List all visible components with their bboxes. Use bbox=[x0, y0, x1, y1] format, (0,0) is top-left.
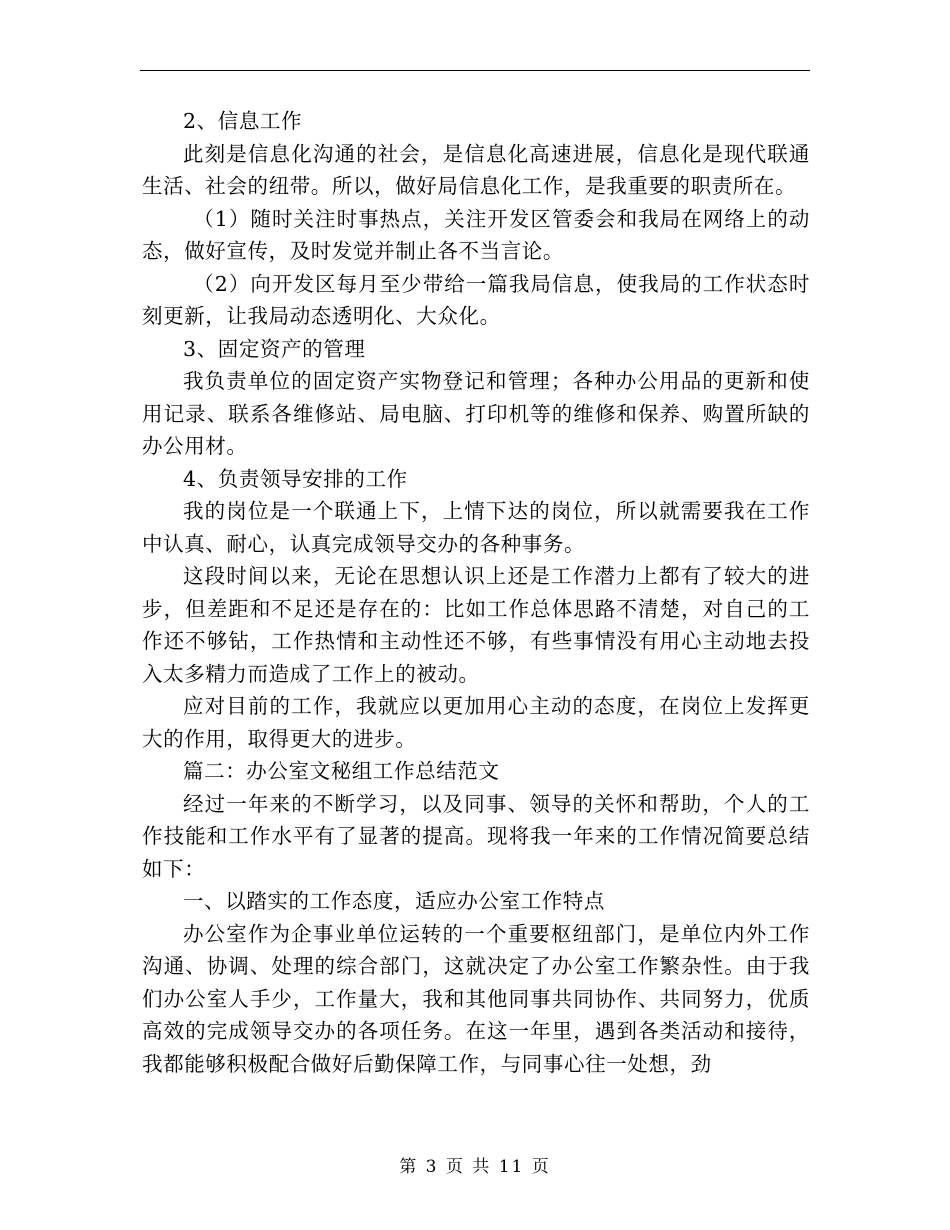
paragraph-leader-tasks: 我的岗位是一个联通上下，上情下达的岗位，所以就需要我在工作中认真、耐心，认真完成领导交办的各种事务。 bbox=[142, 499, 810, 556]
page-footer: 第 3 页 共 11 页 bbox=[399, 1157, 551, 1177]
paragraph-fixed-assets: 我负责单位的固定资产实物登记和管理；各种办公用品的更新和使用记录、联系各维修站、局电脑、打印机等的维修和保养、购置所缺的办公用材。 bbox=[142, 369, 810, 458]
header-rule bbox=[140, 70, 810, 71]
paragraph-info-item-1: （1）随时关注时事热点，关注开发区管委会和我局在网络上的动态，做好宣传，及时发觉并制止各不当言论。 bbox=[142, 206, 810, 263]
paragraph-info-intro: 此刻是信息化沟通的社会，是信息化高速进展，信息化是现代联通生活、社会的纽带。所以，做好局信息化工作，是我重要的职责所在。 bbox=[142, 141, 810, 198]
paragraph-part-two-intro: 经过一年来的不断学习，以及同事、领导的关怀和帮助，个人的工作技能和工作水平有了显著的提高。现将我一年来的工作情况简要总结如下： bbox=[142, 791, 810, 881]
section-heading-work-attitude: 一、以踏实的工作态度，适应办公室工作特点 bbox=[183, 889, 605, 913]
document-body bbox=[142, 105, 810, 1080]
article-title-part-two: 篇二：办公室文秘组工作总结范文 bbox=[183, 759, 500, 783]
section-heading-leader-tasks: 4、负责领导安排的工作 bbox=[183, 466, 408, 491]
section-heading-info-work: 2、信息工作 bbox=[183, 109, 303, 133]
paragraph-outlook: 应对目前的工作，我就应以更加用心主动的态度，在岗位上发挥更大的作用，取得更大的进步。 bbox=[142, 694, 810, 751]
paragraph-info-item-2: （2）向开发区每月至少带给一篇我局信息，使我局的工作状态时刻更新，让我局动态透明化、大众化。 bbox=[142, 271, 810, 328]
paragraph-reflection: 这段时间以来，无论在思想认识上还是工作潜力上都有了较大的进步，但差距和不足还是存在的：比如工作总体思路不清楚，对自己的工作还不够钻，工作热情和主动性还不够，有些事情没有用心主动地去投入太多精力而造成了工作上的被动。 bbox=[142, 564, 810, 686]
paragraph-office-role: 办公室作为企事业单位运转的一个重要枢纽部门，是单位内外工作沟通、协调、处理的综合部门，这就决定了办公室工作繁杂性。由于我们办公室人手少，工作量大，我和其他同事共同协作、共同努力，优质高效的完成领导交办的各项任务。在这一年里，遇到各类活动和接待，我都能够积极配合做好后勤保障工作，与同事心往一处想，劲 bbox=[142, 921, 810, 1076]
section-heading-fixed-assets: 3、固定资产的管理 bbox=[183, 336, 366, 361]
